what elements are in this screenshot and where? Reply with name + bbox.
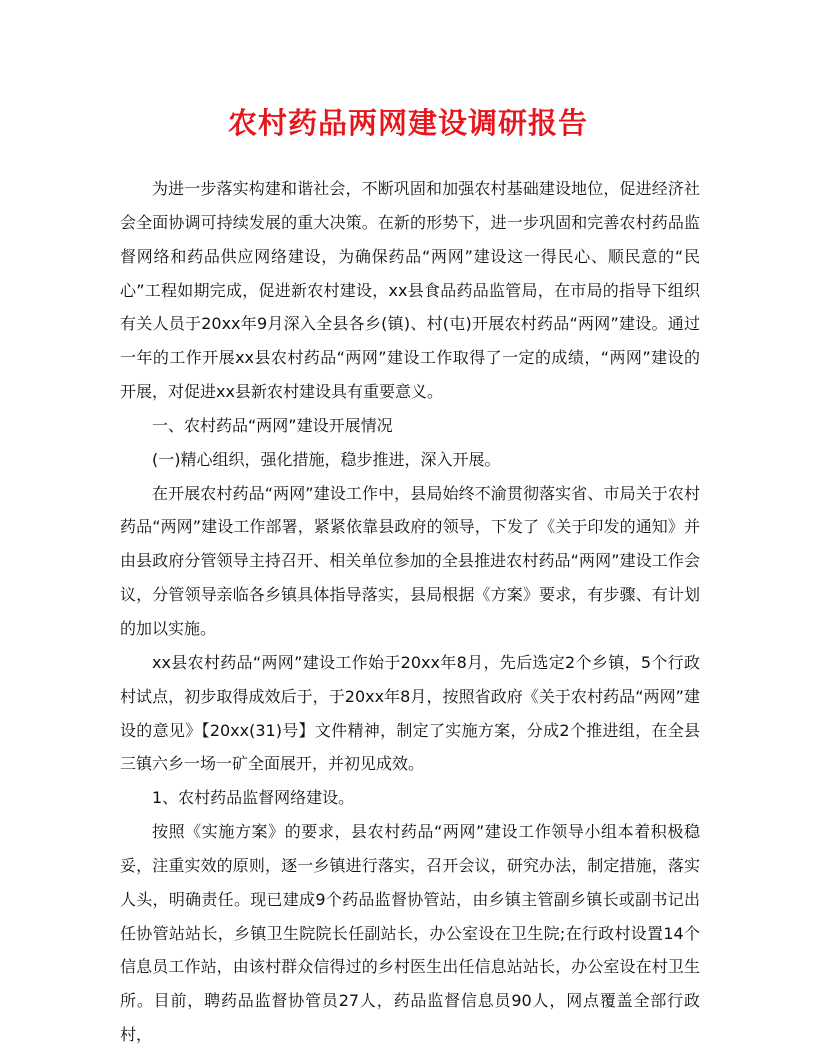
- subsection-heading-1: (一)精心组织，强化措施，稳步推进，深入开展。: [152, 449, 501, 469]
- paragraph-work-deployment: 在开展农村药品“两网”建设工作中，县局始终不渝贯彻落实省、市局关于农村药品“两网”建设工作部署，紧紧依靠县政府的领导，下发了《关于印发的通知》并由县政府分管领导主持召开、相关单位参加的全县推进农村药品“两网”建设工作会议，分管领导亲临各乡镇具体指导落实，县局根据《方案》要求，有步骤、有计划的加以实施。: [120, 483, 700, 638]
- section-heading-1: 一、农村药品“两网”建设开展情况: [152, 415, 393, 435]
- paragraph-pilot-rollout: xx县农村药品“两网”建设工作始于20xx年8月，先后选定2个乡镇，5个行政村试点，初步取得成效后于，于20xx年8月，按照省政府《关于农村药品“两网”建设的意见》【20xx(31)号】文件精神，制定了实施方案，分成2个推进组，在全县三镇六乡一场一矿全面展开，并初见成效。: [120, 652, 700, 774]
- item-heading-1: 1、农村药品监督网络建设。: [152, 788, 355, 808]
- paragraph-supervision-network: 按照《实施方案》的要求，县农村药品“两网”建设工作领导小组本着积极稳妥，注重实效的原则，逐一乡镇进行落实，召开会议，研究办法，制定措施，落实人头，明确责任。现已建成9个药品监督协管站，由乡镇主管副乡镇长或副书记出任协管站站长，乡镇卫生院院长任副站长，办公室设在卫生院;在行政村设置14个信息员工作站，由该村群众信得过的乡村医生出任信息站站长，办公室设在村卫生所。目前，聘药品监督协管员27人，药品监督信息员90人，网点覆盖全部行政村，: [120, 822, 700, 1045]
- document-title: 农村药品两网建设调研报告: [227, 106, 588, 140]
- document-body: [120, 172, 700, 1052]
- paragraph-intro: 为进一步落实构建和谐社会，不断巩固和加强农村基础建设地位，促进经济社会全面协调可持续发展的重大决策。在新的形势下，进一步巩固和完善农村药品监督网络和药品供应网络建设，为确保药品“两网”建设这一得民心、顺民意的“民心”工程如期完成，促进新农村建设，xx县食品药品监管局，在市局的指导下组织有关人员于20xx年9月深入全县各乡(镇)、村(屯)开展农村药品“两网”建设。通过一年的工作开展xx县农村药品“两网”建设工作取得了一定的成绩，“两网”建设的开展，对促进xx县新农村建设具有重要意义。: [120, 179, 700, 402]
